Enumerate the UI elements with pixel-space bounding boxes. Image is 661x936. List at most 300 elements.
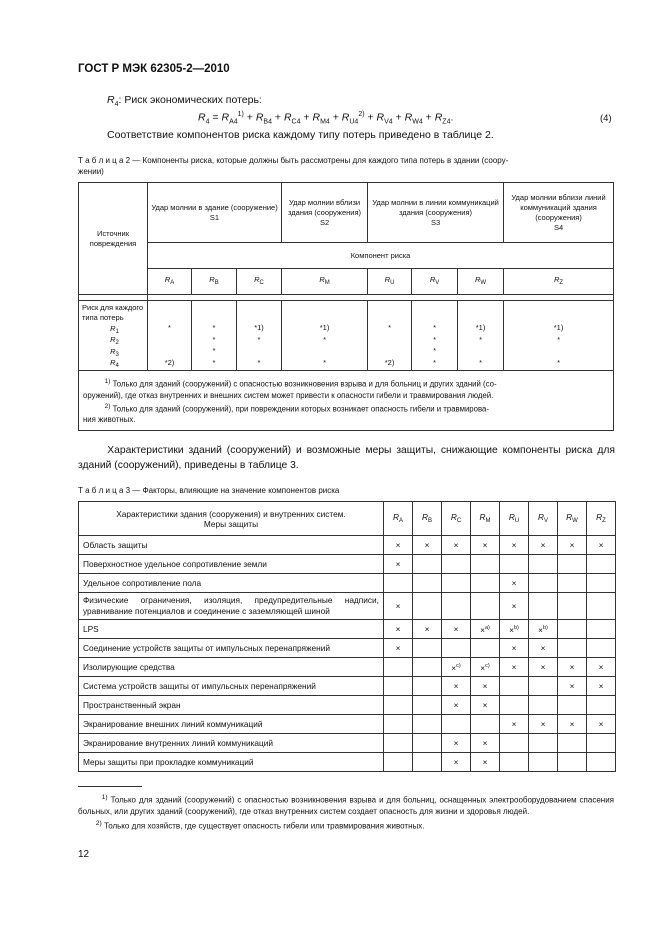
table3-cell xyxy=(442,658,471,677)
table2-caption: Т а б л и ц а 2 — Компоненты риска, которые должны быть рассмотрены для каждого типа потерь в здании (соору- xyxy=(78,156,509,165)
risk-intro-text: : Риск экономических потерь: xyxy=(118,94,262,106)
mark-r1-c4: * xyxy=(388,323,391,333)
component-2-sub: C xyxy=(259,280,264,286)
table3-cell: × xyxy=(500,536,529,555)
mark-r4-c2: * xyxy=(257,357,261,367)
table3-cell: × xyxy=(471,536,500,555)
mark-r3-c6 xyxy=(458,345,503,356)
table3-header-line2: Меры защиты xyxy=(203,518,259,529)
col-7-sub: Z xyxy=(602,517,606,524)
table3-cell: × xyxy=(587,658,616,677)
cross-sup: c) xyxy=(456,663,461,669)
page-fn2-mark: 2) xyxy=(95,820,102,828)
mark-r2-c4 xyxy=(368,334,411,345)
cross-sup: b) xyxy=(542,625,548,631)
table3-cell xyxy=(529,677,558,696)
mark-r4-c6: * xyxy=(479,357,482,367)
table3-cell xyxy=(587,593,616,620)
group-s3-code: S3 xyxy=(430,217,441,227)
col-5 xyxy=(538,512,548,522)
table3-cell: × xyxy=(500,639,529,658)
component-6 xyxy=(475,275,486,284)
table3-row-name: Система устройств защиты от импульсных перенапряжений xyxy=(79,677,384,696)
table3-cell xyxy=(384,715,413,734)
col-1-sym: R xyxy=(421,511,428,522)
component-a xyxy=(148,269,192,295)
table3-cell xyxy=(500,696,529,715)
table3-cell xyxy=(500,620,529,639)
table3-cell xyxy=(587,696,616,715)
cross-sup: b) xyxy=(513,625,519,631)
col-2 xyxy=(451,512,461,522)
table3-cell: × xyxy=(529,715,558,734)
component-5-sub: V xyxy=(435,280,440,286)
risk-symbol: R xyxy=(107,94,115,106)
formula-term-sub-0: A4 xyxy=(229,118,238,126)
table3-row-name: Область защиты xyxy=(79,536,384,555)
table3-cell: × xyxy=(558,677,587,696)
marks-col-2 xyxy=(237,301,282,371)
component-0-sub: A xyxy=(170,280,175,286)
table3-cell xyxy=(558,574,587,593)
formula-term-sub-6: W4 xyxy=(412,118,423,126)
table3-cell xyxy=(471,639,500,658)
marks-col-7 xyxy=(504,301,614,371)
table3-row xyxy=(79,658,616,677)
component-6-sub: W xyxy=(480,280,487,286)
table3-cell xyxy=(558,620,587,639)
group-s3-text: Удар молнии в линии коммуникаций здания (сооружения) xyxy=(372,197,499,217)
risk-0-sym: R xyxy=(110,324,116,333)
component-7 xyxy=(554,275,563,284)
mark-r3-c1: * xyxy=(212,346,216,356)
component-2 xyxy=(254,275,264,284)
mark-r4-c7: * xyxy=(557,357,560,367)
formula-term-5: R xyxy=(376,111,385,124)
risk-2-sub: 3 xyxy=(115,351,119,358)
group-s2-code: S2 xyxy=(319,217,330,227)
table3-cell xyxy=(442,639,471,658)
footnote-rule xyxy=(78,786,142,787)
formula-term-4: R xyxy=(341,111,350,124)
risk-r4 xyxy=(110,357,119,368)
mark-r3-c4 xyxy=(368,345,411,356)
table3-cell: × xyxy=(471,753,500,772)
risk-r3 xyxy=(110,346,119,357)
col-rz xyxy=(587,502,616,536)
table3-cell: × xyxy=(558,715,587,734)
marks-stack-7 xyxy=(504,322,613,368)
table3-cell: × xyxy=(384,555,413,574)
table3-cell xyxy=(529,574,558,593)
table3-cell xyxy=(384,574,413,593)
marks-col-4 xyxy=(368,301,412,371)
table3-row xyxy=(79,734,616,753)
col-0-sym: R xyxy=(392,511,399,522)
table3-row xyxy=(79,753,616,772)
marks-stack-1 xyxy=(192,322,236,368)
cross-mark: × xyxy=(509,625,514,635)
table3-cell xyxy=(471,658,500,677)
document-header: ГОСТ Р МЭК 62305-2—2010 xyxy=(78,63,230,75)
component-m xyxy=(282,269,368,295)
table3-row-name: Удельное сопротивление пола xyxy=(79,574,384,593)
table3-cell: × xyxy=(384,620,413,639)
component-5-sym: R xyxy=(429,275,436,284)
group-s4-code: S4 xyxy=(553,222,564,232)
table3-cell xyxy=(587,639,616,658)
mark-r4-c4: *2) xyxy=(384,357,395,367)
table3-cell: × xyxy=(587,677,616,696)
table3-cell xyxy=(471,555,500,574)
col-rw xyxy=(558,502,587,536)
marks-col-5 xyxy=(412,301,458,371)
table3-cell xyxy=(587,620,616,639)
mark-r1-c2: *1) xyxy=(254,323,264,333)
table3-cell xyxy=(558,734,587,753)
mark-r3-c3 xyxy=(282,345,367,356)
mark-r4-c1: * xyxy=(212,357,216,367)
table3-cell: × xyxy=(500,715,529,734)
table3-row xyxy=(79,696,616,715)
table2-caption-cont: жении) xyxy=(78,167,104,176)
marks-stack-6 xyxy=(458,322,503,368)
component-b xyxy=(192,269,237,295)
table3-cell xyxy=(529,593,558,620)
col-rc xyxy=(442,502,471,536)
component-5 xyxy=(430,275,439,284)
table3-cell: × xyxy=(558,536,587,555)
table3-row xyxy=(79,593,616,620)
cross-mark: × xyxy=(451,663,457,673)
page-footnotes xyxy=(78,792,614,832)
table3-cell xyxy=(471,593,500,620)
mark-r2-c3: * xyxy=(323,334,326,344)
table3-cell: × xyxy=(471,696,500,715)
component-0-sym: R xyxy=(164,275,171,284)
paragraph-table3-ref xyxy=(78,443,615,473)
risk-r2 xyxy=(110,334,119,345)
table3-cell xyxy=(442,555,471,574)
risk-2-sym: R xyxy=(110,346,116,356)
risk-1-sym: R xyxy=(110,335,116,345)
formula-term-sub-4: U4 xyxy=(349,118,359,126)
table3-cell xyxy=(442,715,471,734)
table3-header-line1: Характеристики здания (сооружения) и внутренних систем. xyxy=(116,508,346,519)
col-0 xyxy=(393,512,403,522)
table3-caption: Т а б л и ц а 3 — Факторы, влияющие на значение компонентов риска xyxy=(78,486,340,495)
table3-cell xyxy=(384,753,413,772)
table3-cell xyxy=(471,715,500,734)
table3-row-name: Поверхностное удельное сопротивление земли xyxy=(79,555,384,574)
component-z xyxy=(504,269,614,295)
mark-r1-c6: *1) xyxy=(475,323,486,333)
cross-mark: × xyxy=(480,625,485,635)
table3-header xyxy=(79,502,384,536)
mark-r3-c2 xyxy=(237,345,281,356)
mark-r1-c3: *1) xyxy=(319,323,330,333)
marks-stack-5 xyxy=(412,322,457,368)
risk-0 xyxy=(110,324,119,333)
component-4-sub: U xyxy=(390,280,395,286)
cross-mark: × xyxy=(480,663,486,673)
mark-r1-c0: * xyxy=(168,323,171,333)
table3-cell: × xyxy=(442,536,471,555)
table3-cell: × xyxy=(384,639,413,658)
group-s2-text: Удар молнии вблизи здания (сооружения) xyxy=(288,197,362,217)
col-rv xyxy=(529,502,558,536)
paragraph-table3-ref-text: Характеристики зданий (сооружений) и возможные меры защиты, снижающие компоненты риска для зданий (сооружений), приведены в таблице 3. xyxy=(78,445,615,471)
mark-r2-c7: * xyxy=(557,334,560,344)
col-ru xyxy=(500,502,529,536)
mark-r1-c1: * xyxy=(212,323,216,333)
col-4 xyxy=(509,512,519,522)
source-header: Источник повреждения xyxy=(79,183,148,295)
mark-r2-c1: * xyxy=(212,334,216,344)
component-7-sub: Z xyxy=(559,280,564,286)
table3-cell: × xyxy=(500,574,529,593)
table3-row-name: Меры защиты при прокладке коммуникаций xyxy=(79,753,384,772)
table3-cell xyxy=(384,677,413,696)
component-3 xyxy=(319,275,329,284)
risk-list xyxy=(82,323,147,369)
component-3-sub: M xyxy=(324,280,330,286)
table3-cell: × xyxy=(442,753,471,772)
col-4-sub: U xyxy=(514,517,520,524)
table3-cell: × xyxy=(442,696,471,715)
col-rb xyxy=(413,502,442,536)
group-s4 xyxy=(504,183,614,243)
table3-cell: × xyxy=(558,658,587,677)
table3-cell: × xyxy=(413,536,442,555)
table3-cell xyxy=(558,555,587,574)
formula-term-2: R xyxy=(283,111,292,124)
table3-cell xyxy=(413,555,442,574)
mark-r2-c5: * xyxy=(433,334,436,344)
marks-col-0 xyxy=(148,301,192,371)
table3-cell: × xyxy=(500,593,529,620)
marks-col-6 xyxy=(458,301,504,371)
formula-term-7: R xyxy=(434,111,443,124)
formula-term-sub-7: Z4 xyxy=(442,118,451,126)
group-s1 xyxy=(148,183,282,243)
cross-sup: a) xyxy=(484,625,490,631)
table3-cell xyxy=(413,696,442,715)
component-6-sym: R xyxy=(474,275,481,284)
risk-0-sub: 1 xyxy=(115,329,119,335)
col-5-sub: V xyxy=(543,517,548,524)
table3-cell: × xyxy=(442,620,471,639)
formula-lhs: R xyxy=(198,111,206,124)
table3-cell: × xyxy=(529,639,558,658)
table3-row xyxy=(79,677,616,696)
mark-r1-c5: * xyxy=(433,323,436,333)
component-c xyxy=(237,269,282,295)
table3-cell xyxy=(500,677,529,696)
col-3-sub: M xyxy=(485,517,491,524)
table3-cell: × xyxy=(500,658,529,677)
marks-stack-4 xyxy=(368,322,411,368)
mark-r3-c7 xyxy=(504,345,613,356)
table3-cell: × xyxy=(384,593,413,620)
formula-term-sup-4: 2) xyxy=(358,111,365,118)
marks-stack-3 xyxy=(282,322,367,368)
table3-cell xyxy=(413,639,442,658)
table3-cell xyxy=(558,593,587,620)
fn2-mark: 2) xyxy=(104,402,111,410)
table2-footnote-1: Только для зданий (сооружений) с опасностью возникновения взрыва и для больниц и других зданий (со- xyxy=(112,379,497,389)
col-7-sym: R xyxy=(596,511,603,522)
col-4-sym: R xyxy=(508,511,515,522)
table3-cell: × xyxy=(587,715,616,734)
component-u xyxy=(368,269,412,295)
table3-cell xyxy=(529,734,558,753)
col-3 xyxy=(480,512,491,522)
table3-cell xyxy=(384,658,413,677)
group-s1-text: Удар молнии в здание (сооружение) xyxy=(151,202,278,212)
table3-cell xyxy=(529,620,558,639)
table3-row-name: LPS xyxy=(79,620,384,639)
table3-cell xyxy=(558,696,587,715)
table3-cell xyxy=(529,753,558,772)
component-4 xyxy=(385,275,395,284)
component-3-sym: R xyxy=(319,275,325,284)
formula-number: (4) xyxy=(600,113,612,124)
table3-cell xyxy=(413,734,442,753)
formula-4: $R_4 = R_{A4}^{1)} + R_{B4} + R_{C4} + R_{M4} + R_{U4}^{2)} + R_{V4} + R_{W4} + R_{Z4}$. xyxy=(198,111,454,126)
component-1 xyxy=(209,275,218,284)
formula-term-1: R xyxy=(255,111,264,124)
component-v xyxy=(412,269,458,295)
formula-lhs-sub: 4 xyxy=(205,118,210,126)
table3 xyxy=(78,501,616,772)
table3-cell xyxy=(413,677,442,696)
formula-term-sup-0: 1) xyxy=(237,111,244,118)
table3-cell xyxy=(558,753,587,772)
table3-cell xyxy=(413,715,442,734)
table3-cell: × xyxy=(471,734,500,753)
group-s3 xyxy=(368,183,504,243)
cross-mark: × xyxy=(538,625,543,635)
table3-cell: × xyxy=(529,658,558,677)
risk-3-sym: R xyxy=(110,358,116,368)
table3-cell xyxy=(529,696,558,715)
formula-term-sub-2: C4 xyxy=(291,118,301,126)
component-1-sub: B xyxy=(214,280,219,286)
table3-cell xyxy=(558,639,587,658)
table3-cell: × xyxy=(442,734,471,753)
table3-cell xyxy=(413,753,442,772)
table3-cell xyxy=(587,574,616,593)
col-2-sym: R xyxy=(450,511,457,522)
col-6-sym: R xyxy=(566,511,573,522)
table3-row xyxy=(79,574,616,593)
marks-col-3 xyxy=(282,301,368,371)
mark-r1-c7: *1) xyxy=(553,323,564,333)
table3-cell xyxy=(500,734,529,753)
formula-term-3: R xyxy=(312,111,321,124)
component-0 xyxy=(165,275,174,284)
cross-sup: c) xyxy=(485,663,490,669)
component-header: Компонент риска xyxy=(148,243,614,269)
component-2-sym: R xyxy=(254,275,260,284)
paragraph-table2-ref: Соответствие компонентов риска каждому типу потерь приведено в таблице 2. xyxy=(107,129,494,141)
formula-term-sub-3: M4 xyxy=(320,118,330,126)
col-ra xyxy=(384,502,413,536)
page-footnote-2: Только для хозяйств, где существует опасность гибели или травмирования животных. xyxy=(103,821,425,831)
col-0-sub: A xyxy=(398,517,403,524)
table3-row xyxy=(79,536,616,555)
mark-r3-c0 xyxy=(148,345,191,356)
table3-cell xyxy=(587,753,616,772)
table3-cell xyxy=(529,555,558,574)
table3-cell xyxy=(413,574,442,593)
table3-cell: × xyxy=(529,536,558,555)
table3-cell: × xyxy=(442,677,471,696)
table3-cell xyxy=(471,620,500,639)
table2 xyxy=(78,182,614,431)
group-s1-code: S1 xyxy=(209,212,220,222)
page-number: 12 xyxy=(78,849,90,860)
col-1 xyxy=(422,512,432,522)
risk-row-label xyxy=(79,301,148,371)
table3-cell xyxy=(471,574,500,593)
risk-2 xyxy=(110,347,119,356)
col-7 xyxy=(596,512,606,522)
risk-r1 xyxy=(110,323,119,334)
col-1-sub: B xyxy=(427,517,432,524)
component-7-sym: R xyxy=(553,275,560,284)
col-6-sub: W xyxy=(572,517,578,524)
mark-r4-c3: * xyxy=(323,357,326,367)
risk-1-sub: 2 xyxy=(115,340,119,347)
mark-r4-c0: *2) xyxy=(164,357,175,367)
table3-cell: × xyxy=(413,620,442,639)
col-5-sym: R xyxy=(537,511,544,522)
table3-row xyxy=(79,555,616,574)
mark-r4-c5: * xyxy=(433,357,436,367)
col-2-sub: C xyxy=(456,517,462,524)
table3-cell xyxy=(384,734,413,753)
table3-cell: × xyxy=(587,536,616,555)
risk-1 xyxy=(110,335,119,347)
table3-row-name: Экранирование внутренних линий коммуникаций xyxy=(79,734,384,753)
component-4-sym: R xyxy=(384,275,391,284)
table3-cell xyxy=(413,658,442,677)
table2-footnote-2-cont: ния животных. xyxy=(83,415,136,425)
risk-3 xyxy=(110,358,119,370)
table3-cell xyxy=(384,696,413,715)
risk-3-sub: 4 xyxy=(115,363,119,370)
table3-row xyxy=(79,639,616,658)
table3-cell xyxy=(442,574,471,593)
fn1-mark: 1) xyxy=(104,378,111,385)
component-1-sym: R xyxy=(209,275,215,284)
formula-term-sub-5: V4 xyxy=(384,118,393,126)
table2-footnote-2: Только для зданий (сооружений), при повреждении которых возникает опасность гибели и травмирова- xyxy=(112,404,489,414)
risk-intro xyxy=(107,94,262,108)
page-footnote-1: Только для зданий (сооружений) с опасностью возникновения взрыва и для больниц, оснащенных электрооборудованием спасения больных, или других зданий (сооружений), где отказ внутренних систем создает опасность для жизни и здоровья людей. xyxy=(78,795,614,817)
table2-footnote-1-cont: оружений), где отказ внутренних и внешних систем может привести к опасности гибели и травмирования людей. xyxy=(83,390,494,400)
table3-cell xyxy=(413,593,442,620)
table3-cell: × xyxy=(471,677,500,696)
marks-col-1 xyxy=(192,301,237,371)
mark-r2-c6: * xyxy=(479,334,482,344)
table3-cell xyxy=(500,753,529,772)
page-fn1-mark: 1) xyxy=(101,794,108,801)
col-6 xyxy=(566,512,578,522)
formula-term-6: R xyxy=(404,111,413,124)
